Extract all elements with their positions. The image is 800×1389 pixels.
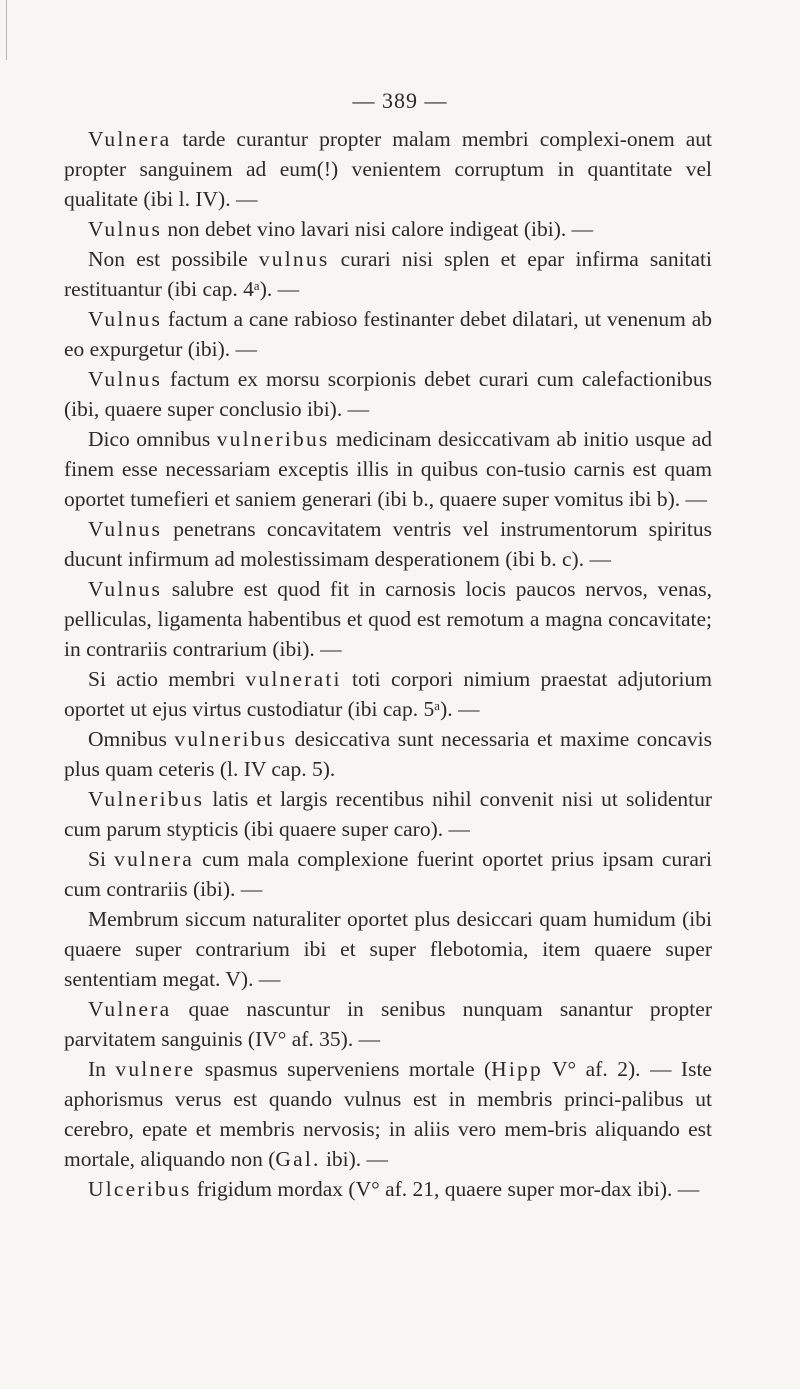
text-run: cum mala complexione fuerint oportet prius ipsam curari cum contrariis (ibi). — [64,847,712,901]
paragraph [64,574,712,664]
text-run: factum a cane rabioso festinanter debet dilatari, ut venenum ab eo expurgetur (ibi). — [64,307,712,361]
spaced-keyword: Gal. [275,1147,321,1171]
text-run: In [88,1057,116,1081]
paragraph [64,994,712,1054]
page-number: — 389 — [352,88,448,113]
paragraph [64,364,712,424]
paragraph [64,1174,712,1204]
text-run: curari nisi splen et epar infirma sanitati restituantur (ibi cap. 4ᵃ). — [64,247,713,301]
text-run: penetrans concavitatem ventris vel instrumentorum spiritus ducunt infirmum ad molestissimam desperationem (ibi b. c). — [64,517,712,571]
paragraph [64,724,712,784]
text-run: medicinam desiccativam ab initio usque ad finem esse necessariam exceptis illis in quibus con-tusio carnis est quam oportet tumefieri et saniem generari (ibi b., quaere super vomitus ibi b). — [64,427,713,511]
paragraph [64,124,712,214]
spaced-keyword: vulneribus [216,427,330,451]
body-text [64,124,712,1204]
paragraph [64,844,712,904]
text-run: salubre est quod fit in carnosis locis paucos nervos, venas, pelliculas, ligamenta habentibus et quod est remotum a magna concavitate; in contrariis contrarium (ibi). — [64,577,712,661]
text-run: Si actio membri [88,667,246,691]
spaced-keyword: Vulnus [88,517,163,541]
spaced-keyword: Vulnus [88,577,163,601]
text-run: frigidum mordax (V° af. 21, quaere super mor-dax ibi). — [191,1177,700,1201]
text-run: Membrum siccum naturaliter oportet plus desiccari quam humidum (ibi quaere super contrarium ibi et super flebotomia, item quaere super sententiam megat. V). — [64,907,712,991]
paragraph [64,424,712,514]
text-run: quae nascuntur in senibus nunquam sanantur propter parvitatem sanguinis (IV° af. 35). — [64,997,712,1051]
text-run: V° af. 2). — Iste aphorismus verus est quando vulnus est in membris princi-palibus ut cerebro, epate et membris nervosis; in aliis vero mem-bris aliquando est mortale, aliquando non ( [64,1057,712,1171]
paragraph [64,664,712,724]
paragraph [64,514,712,574]
text-run: Si [88,847,115,871]
paragraph [64,784,712,844]
text-run: factum ex morsu scorpionis debet curari cum calefactionibus (ibi, quaere super conclusio ibi). — [64,367,712,421]
text-run: toti corpori nimium praestat adjutorium oportet ut ejus virtus custodiatur (ibi cap. 5ᵃ). — [64,667,712,721]
text-run: Omnibus [88,727,175,751]
spaced-keyword: vulnera [114,847,194,871]
text-run: desiccativa sunt necessaria et maxime concavis plus quam ceteris (l. IV cap. 5). [64,727,712,781]
paragraph [64,904,712,994]
text-run: latis et largis recentibus nihil convenit nisi ut solidentur cum parum stypticis (ibi quaere super caro). — [64,787,712,841]
spaced-keyword: Ulceribus [88,1177,192,1201]
spaced-keyword: Vulnus [88,307,163,331]
text-run: ibi). — [320,1147,389,1171]
text-run: non debet vino lavari nisi calore indigeat (ibi). — [162,217,594,241]
text-run: tarde curantur propter malam membri complexi-onem aut propter sanguinem ad eum(!) venientem corruptum in quantitate vel qualitate (ibi l. IV). — [64,127,712,211]
spaced-keyword: Hipp [491,1057,543,1081]
spaced-keyword: Vulnera [88,127,172,151]
spaced-keyword: Vulnera [88,997,172,1021]
text-run: spasmus superveniens mortale ( [195,1057,492,1081]
spaced-keyword: vulnerati [245,667,342,691]
paragraph [64,304,712,364]
paragraph [64,244,712,304]
paragraph [64,214,712,244]
scan-edge-line [6,0,7,60]
text-run: Dico omnibus [88,427,217,451]
spaced-keyword: Vulnus [88,217,163,241]
spaced-keyword: Vulneribus [88,787,205,811]
spaced-keyword: vulneribus [174,727,288,751]
spaced-keyword: Vulnus [88,367,163,391]
spaced-keyword: vulnus [258,247,330,271]
text-run: Non est possibile [88,247,259,271]
paragraph [64,1054,712,1174]
spaced-keyword: vulnere [115,1057,196,1081]
